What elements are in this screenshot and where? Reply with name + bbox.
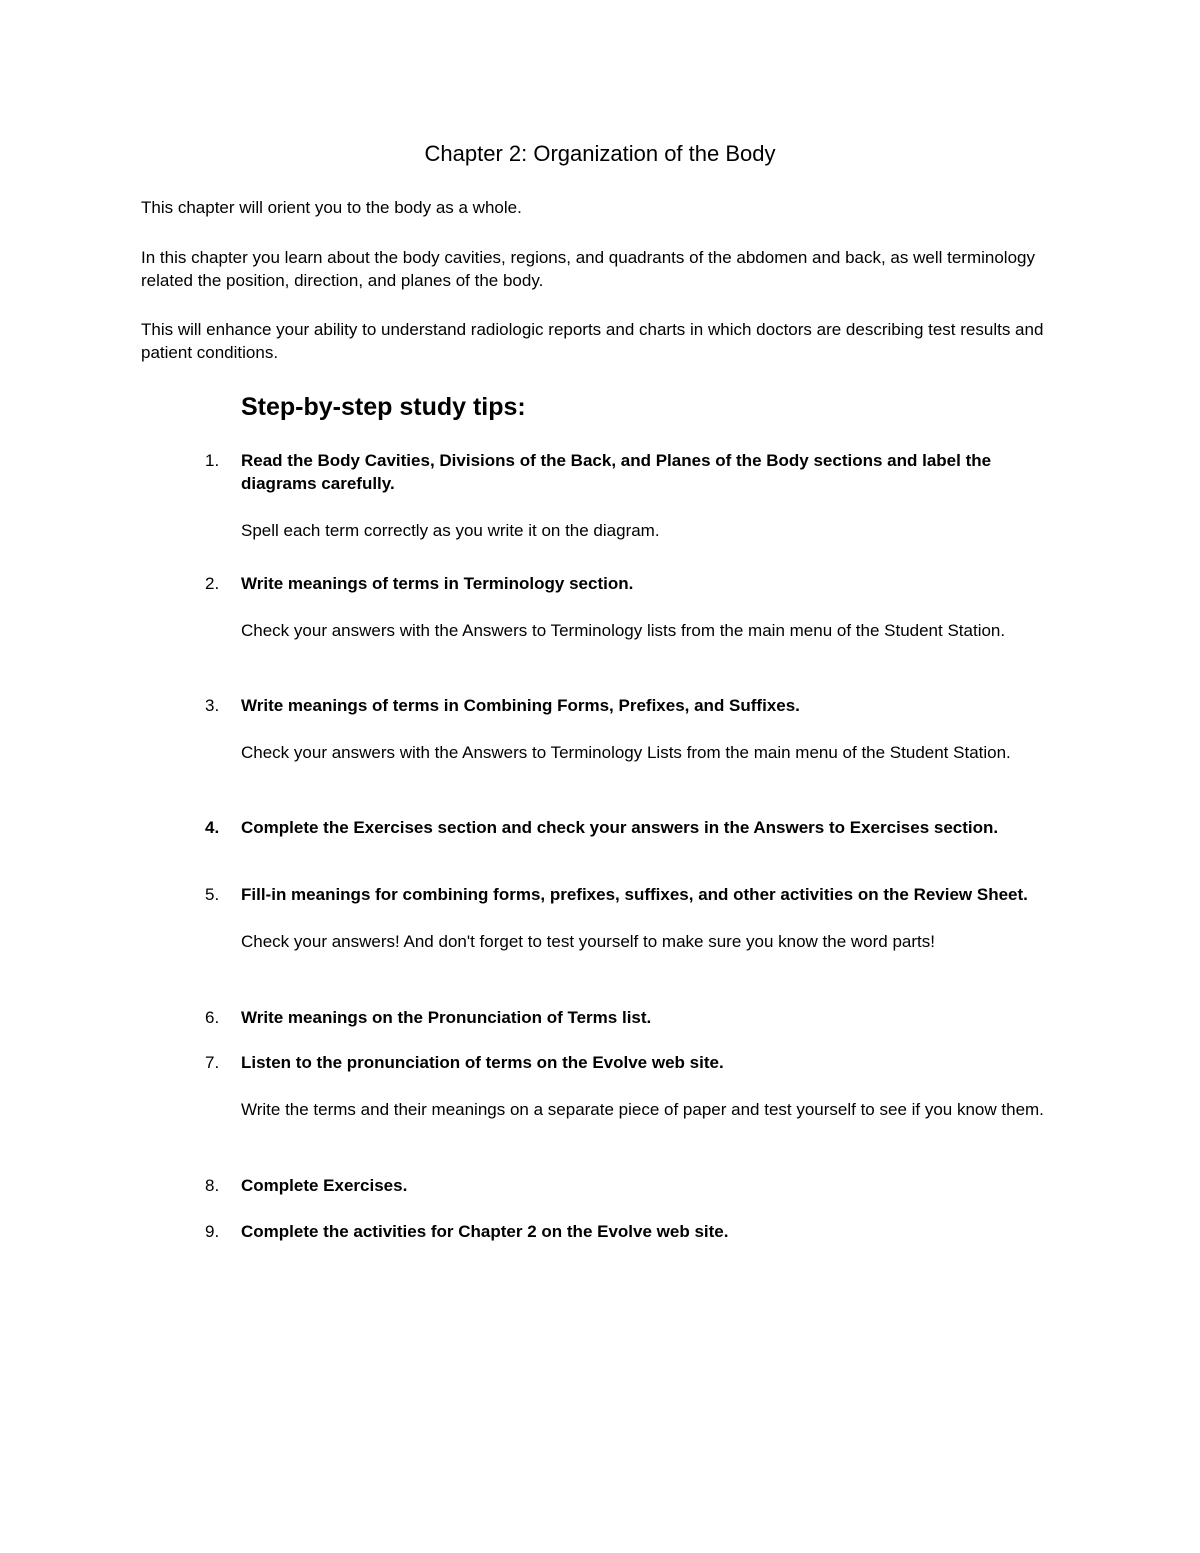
intro-paragraph: This will enhance your ability to understand radiologic reports and charts in which doctors are describing test results and patient conditions. <box>141 320 1044 362</box>
step-instruction: Listen to the pronunciation of terms on the Evolve web site. <box>241 1053 724 1072</box>
step-number: 1. <box>205 451 220 470</box>
step-number: 3. <box>205 696 220 715</box>
step-instruction: Complete the Exercises section and check your answers in the Answers to Exercises section. <box>241 818 999 837</box>
study-tips-heading: Step-by-step study tips: <box>241 393 526 421</box>
step-instruction: Write meanings on the Pronunciation of Terms list. <box>241 1008 652 1027</box>
step-note: Check your answers with the Answers to Terminology lists from the main menu of the Student Station. <box>241 621 1006 640</box>
step-number: 2. <box>205 574 220 593</box>
step-instruction: Complete the activities for Chapter 2 on the Evolve web site. <box>241 1222 729 1241</box>
step-note: Check your answers with the Answers to Terminology Lists from the main menu of the Student Station. <box>241 743 1011 762</box>
step-number: 5. <box>205 885 220 904</box>
intro-paragraph: This chapter will orient you to the body as a whole. <box>141 198 522 217</box>
page-title: Chapter 2: Organization of the Body <box>424 141 776 166</box>
step-number: 8. <box>205 1176 220 1195</box>
step-instruction: Read the Body Cavities, Divisions of the Back, and Planes of the Body sections and label the diagrams carefully. <box>241 451 992 493</box>
step-note: Write the terms and their meanings on a separate piece of paper and test yourself to see if you know them. <box>241 1100 1044 1119</box>
step-instruction: Complete Exercises. <box>241 1176 408 1195</box>
step-number: 6. <box>205 1008 220 1027</box>
step-number: 9. <box>205 1222 220 1241</box>
step-number: 7. <box>205 1053 220 1072</box>
intro-paragraph: In this chapter you learn about the body cavities, regions, and quadrants of the abdomen and back, as well terminology related the position, direction, and planes of the body. <box>141 248 1035 290</box>
step-instruction: Write meanings of terms in Combining Forms, Prefixes, and Suffixes. <box>241 696 800 715</box>
step-instruction: Write meanings of terms in Terminology section. <box>241 574 634 593</box>
step-note: Spell each term correctly as you write it on the diagram. <box>241 521 660 540</box>
step-note: Check your answers! And don't forget to test yourself to make sure you know the word parts! <box>241 932 935 951</box>
step-number: 4. <box>205 818 220 837</box>
step-instruction: Fill-in meanings for combining forms, prefixes, suffixes, and other activities on the Review Sheet. <box>241 885 1028 904</box>
